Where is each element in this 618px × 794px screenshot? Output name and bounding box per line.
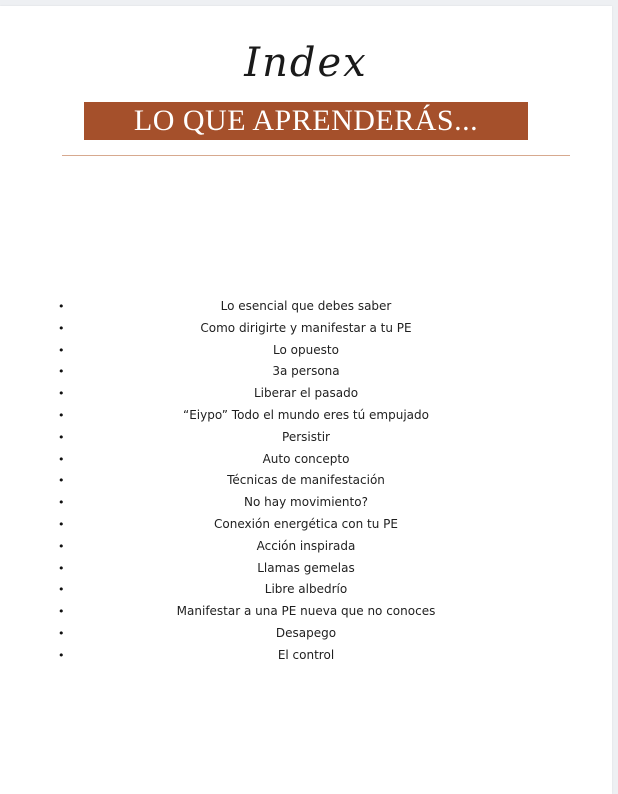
bullet-icon: • [58, 539, 65, 553]
bullet-icon: • [58, 430, 65, 444]
topic-item [0, 536, 612, 558]
topic-label: No hay movimiento? [244, 495, 368, 510]
topic-item [0, 296, 612, 318]
topic-label: Desapego [275, 625, 337, 640]
topic-label: 3a persona [272, 364, 340, 379]
topic-item [0, 601, 612, 623]
topic-label: Lo esencial que debes saber [220, 299, 392, 313]
index-script-title: Index [244, 40, 368, 86]
bullet-icon: • [58, 583, 65, 597]
bullet-icon: • [58, 321, 65, 335]
bullet-icon: • [58, 365, 65, 379]
topic-list [0, 296, 612, 667]
topic-item [0, 383, 612, 405]
bullet-icon: • [58, 561, 65, 575]
topic-label: Conexión energética con tu PE [214, 516, 398, 531]
topic-item [0, 427, 612, 449]
topic-item [0, 645, 612, 667]
topic-label: Liberar el pasado [253, 386, 359, 401]
topic-label: Libre albedrío [264, 582, 348, 597]
bullet-icon: • [58, 626, 65, 640]
bullet-icon: • [58, 300, 65, 313]
topic-item [0, 405, 612, 427]
topic-item [0, 623, 612, 645]
topic-item [0, 340, 612, 362]
topic-label: Como dirigirte y manifestar a tu PE [200, 320, 412, 335]
topic-item [0, 514, 612, 536]
topic-item [0, 318, 612, 340]
topic-label: Persistir [282, 429, 330, 444]
topic-item [0, 492, 612, 514]
bullet-icon: • [58, 387, 65, 401]
bullet-icon: • [58, 648, 65, 662]
bullet-icon: • [58, 605, 65, 619]
bullet-icon: • [58, 496, 65, 510]
topic-label: Lo opuesto [273, 342, 339, 357]
topic-label: El control [277, 647, 335, 662]
title-banner [84, 102, 528, 140]
banner-title: LO QUE APRENDERÁS... [133, 104, 479, 137]
topic-label: Manifestar a una PE nueva que no conoces [176, 604, 436, 619]
topic-label: Acción inspirada [256, 538, 356, 553]
topic-item [0, 449, 612, 471]
bullet-icon: • [58, 408, 65, 422]
bullet-icon: • [58, 343, 65, 357]
topic-label: “Eiypo” Todo el mundo eres tú empujado [183, 407, 429, 422]
topic-label: Auto concepto [262, 451, 350, 466]
topic-item [0, 579, 612, 601]
document-page [0, 6, 612, 794]
topic-item [0, 558, 612, 580]
topic-item [0, 361, 612, 383]
topic-item [0, 470, 612, 492]
topic-label: Llamas gemelas [257, 560, 355, 575]
bullet-icon: • [58, 517, 65, 531]
bullet-icon: • [58, 474, 65, 488]
bullet-icon: • [58, 452, 65, 466]
divider-line [62, 155, 570, 156]
topic-label: Técnicas de manifestación [227, 473, 385, 488]
